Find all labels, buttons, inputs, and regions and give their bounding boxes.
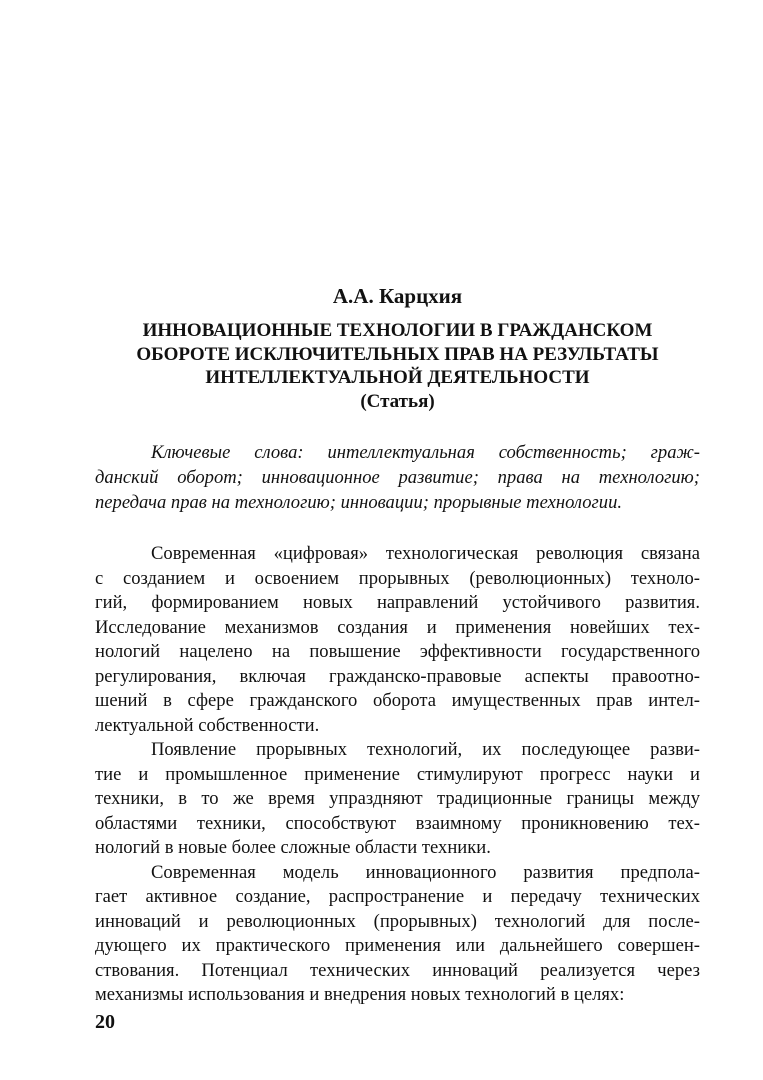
body-line: с созданием и освоением прорывных (революционных) техноло- bbox=[95, 567, 700, 589]
body-line: шений в сфере гражданского оборота имущественных прав интел- bbox=[95, 690, 700, 711]
article-content bbox=[95, 283, 700, 1008]
body-line: инноваций и революционных (прорывных) технологий для после- bbox=[95, 910, 700, 932]
keywords-line: данский оборот; инновационное развитие; права на технологию; bbox=[95, 467, 700, 488]
body-line: дующего их практического применения или дальнейшего совершен- bbox=[95, 935, 700, 956]
author-name: А.А. Карцхия bbox=[332, 284, 463, 308]
body-line: тие и промышленное применение стимулируют прогресс науки и bbox=[95, 763, 700, 785]
body-line: гает активное создание, распространение и передачу технических bbox=[95, 886, 700, 907]
body-line: гий, формированием новых направлений устойчивого развития. bbox=[95, 592, 700, 613]
body-line: областями техники, способствуют взаимному проникновению тех- bbox=[95, 812, 700, 834]
title-line: ИННОВАЦИОННЫЕ ТЕХНОЛОГИИ В ГРАЖДАНСКОМ bbox=[142, 320, 653, 341]
body-line: Исследование механизмов создания и применения новейших тех- bbox=[95, 616, 700, 638]
paragraph-1 bbox=[95, 542, 700, 738]
body-line: нологий нацелено на повышение эффективности государственного bbox=[95, 641, 700, 662]
keywords-line: передача прав на технологию; инновации; прорывные технологии. bbox=[95, 492, 623, 513]
article-type: (Статья) bbox=[360, 390, 435, 412]
body-line: техники, в то же время упраздняют традиционные границы между bbox=[95, 788, 700, 809]
body-line: ствования. Потенциал технических инноваций реализуется через bbox=[95, 959, 700, 981]
keywords-line: Ключевые слова: интеллектуальная собственность; граж- bbox=[151, 442, 700, 463]
body-line: нологий в новые более сложные области техники. bbox=[95, 837, 491, 858]
keywords-block bbox=[95, 440, 700, 515]
title-line: ОБОРОТЕ ИСКЛЮЧИТЕЛЬНЫХ ПРАВ НА РЕЗУЛЬТАТЫ bbox=[136, 343, 659, 365]
paragraph-2 bbox=[95, 738, 700, 861]
paragraph-3 bbox=[95, 861, 700, 1008]
body-line: лектуальной собственности. bbox=[95, 714, 320, 736]
body-line: Появление прорывных технологий, их последующее разви- bbox=[151, 739, 700, 760]
body-line: Современная «цифровая» технологическая революция связана bbox=[151, 543, 700, 564]
body-line: Современная модель инновационного развития предпола- bbox=[151, 861, 700, 883]
page-number: 20 bbox=[95, 1011, 115, 1033]
title-line: ИНТЕЛЛЕКТУАЛЬНОЙ ДЕЯТЕЛЬНОСТИ bbox=[205, 367, 590, 388]
article-title bbox=[95, 319, 700, 390]
body-line: механизмы использования и внедрения новых технологий в целях: bbox=[95, 984, 625, 1005]
body-line: регулирования, включая гражданско-правовые аспекты правоотно- bbox=[95, 665, 700, 687]
article-body bbox=[95, 542, 700, 1008]
